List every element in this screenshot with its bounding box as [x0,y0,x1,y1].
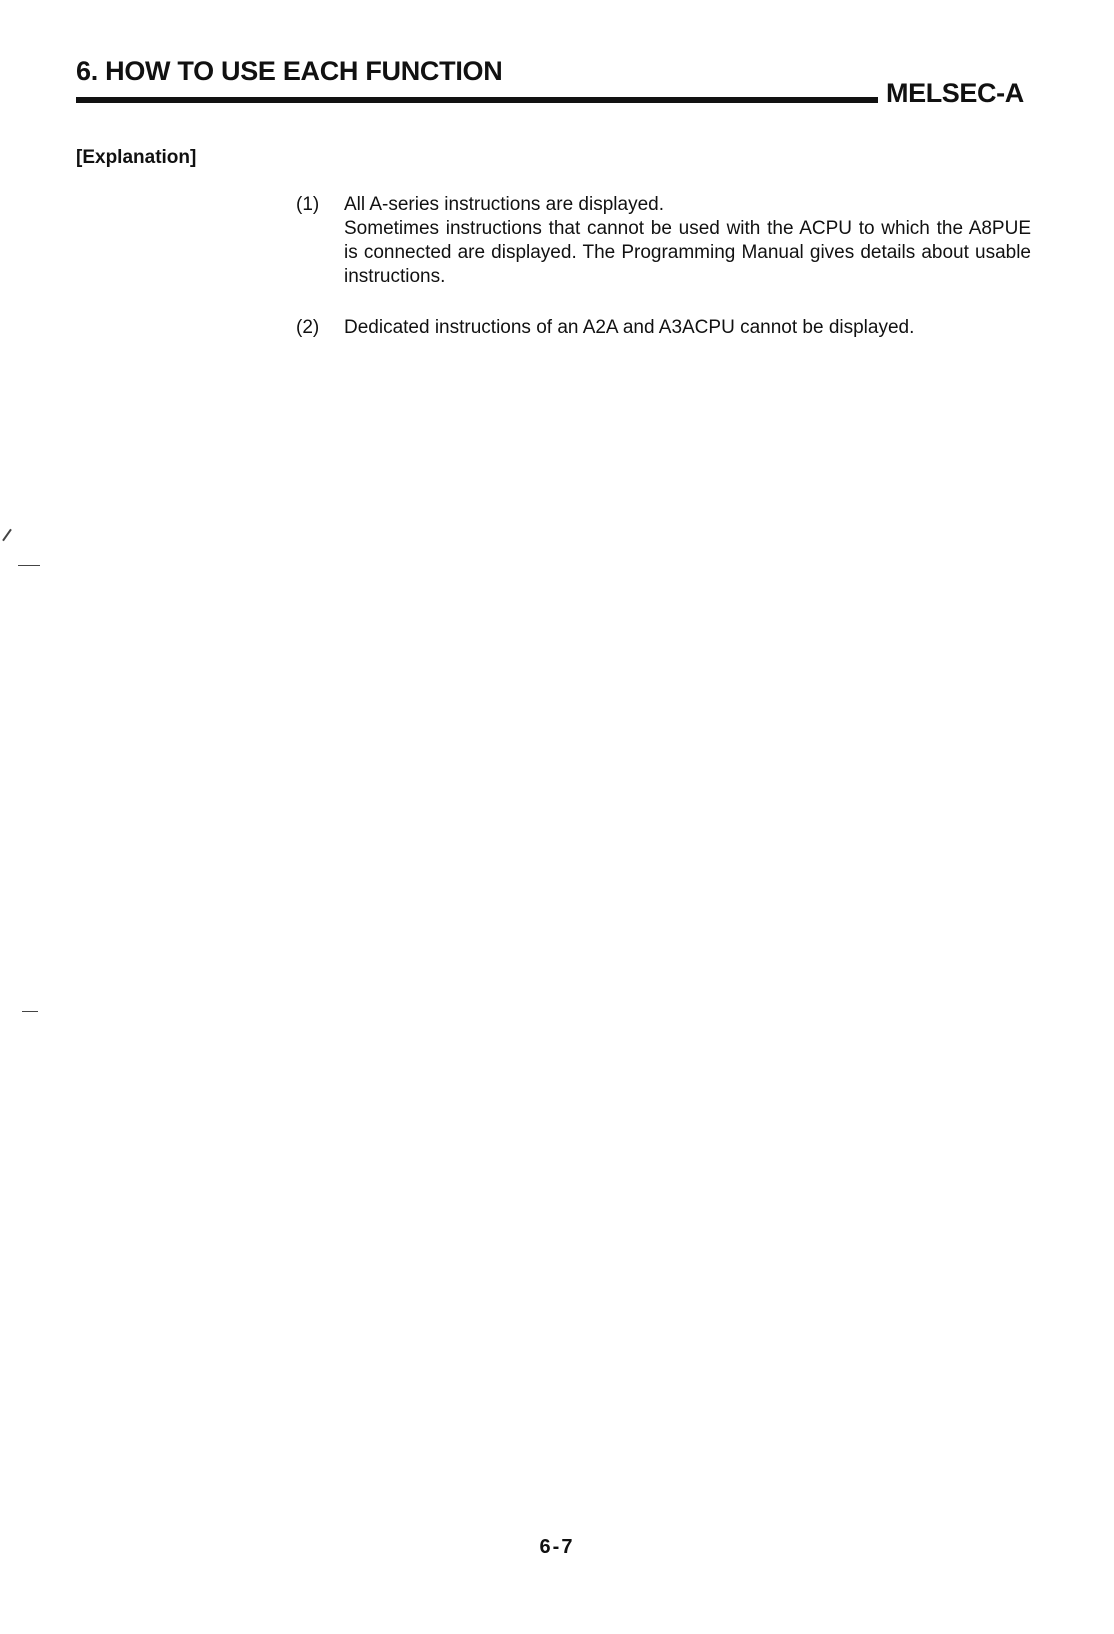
item-body [344,193,1031,289]
list-item [296,316,1031,340]
scan-mark [2,529,12,542]
item-number: (1) [296,194,320,215]
brand-label: MELSEC-A [886,78,1024,108]
item-paragraph: Sometimes instructions that cannot be used with the ACPU to which the A8PUE is connected are displayed. The Programming Manual gives details about usable instructions. [344,218,1031,287]
item-paragraph: Dedicated instructions of an A2A and A3ACPU cannot be displayed. [344,317,915,338]
item-body [344,316,1031,340]
header-rule [76,97,878,103]
page-number: 6-7 [539,1536,575,1558]
chapter-title: 6. HOW TO USE EACH FUNCTION [76,56,503,86]
scan-mark [18,565,40,566]
section-heading: [Explanation] [76,147,197,168]
item-paragraph: All A-series instructions are displayed. [344,194,664,215]
item-number: (2) [296,317,320,338]
list-item [296,193,1031,289]
scan-mark [22,1011,38,1012]
